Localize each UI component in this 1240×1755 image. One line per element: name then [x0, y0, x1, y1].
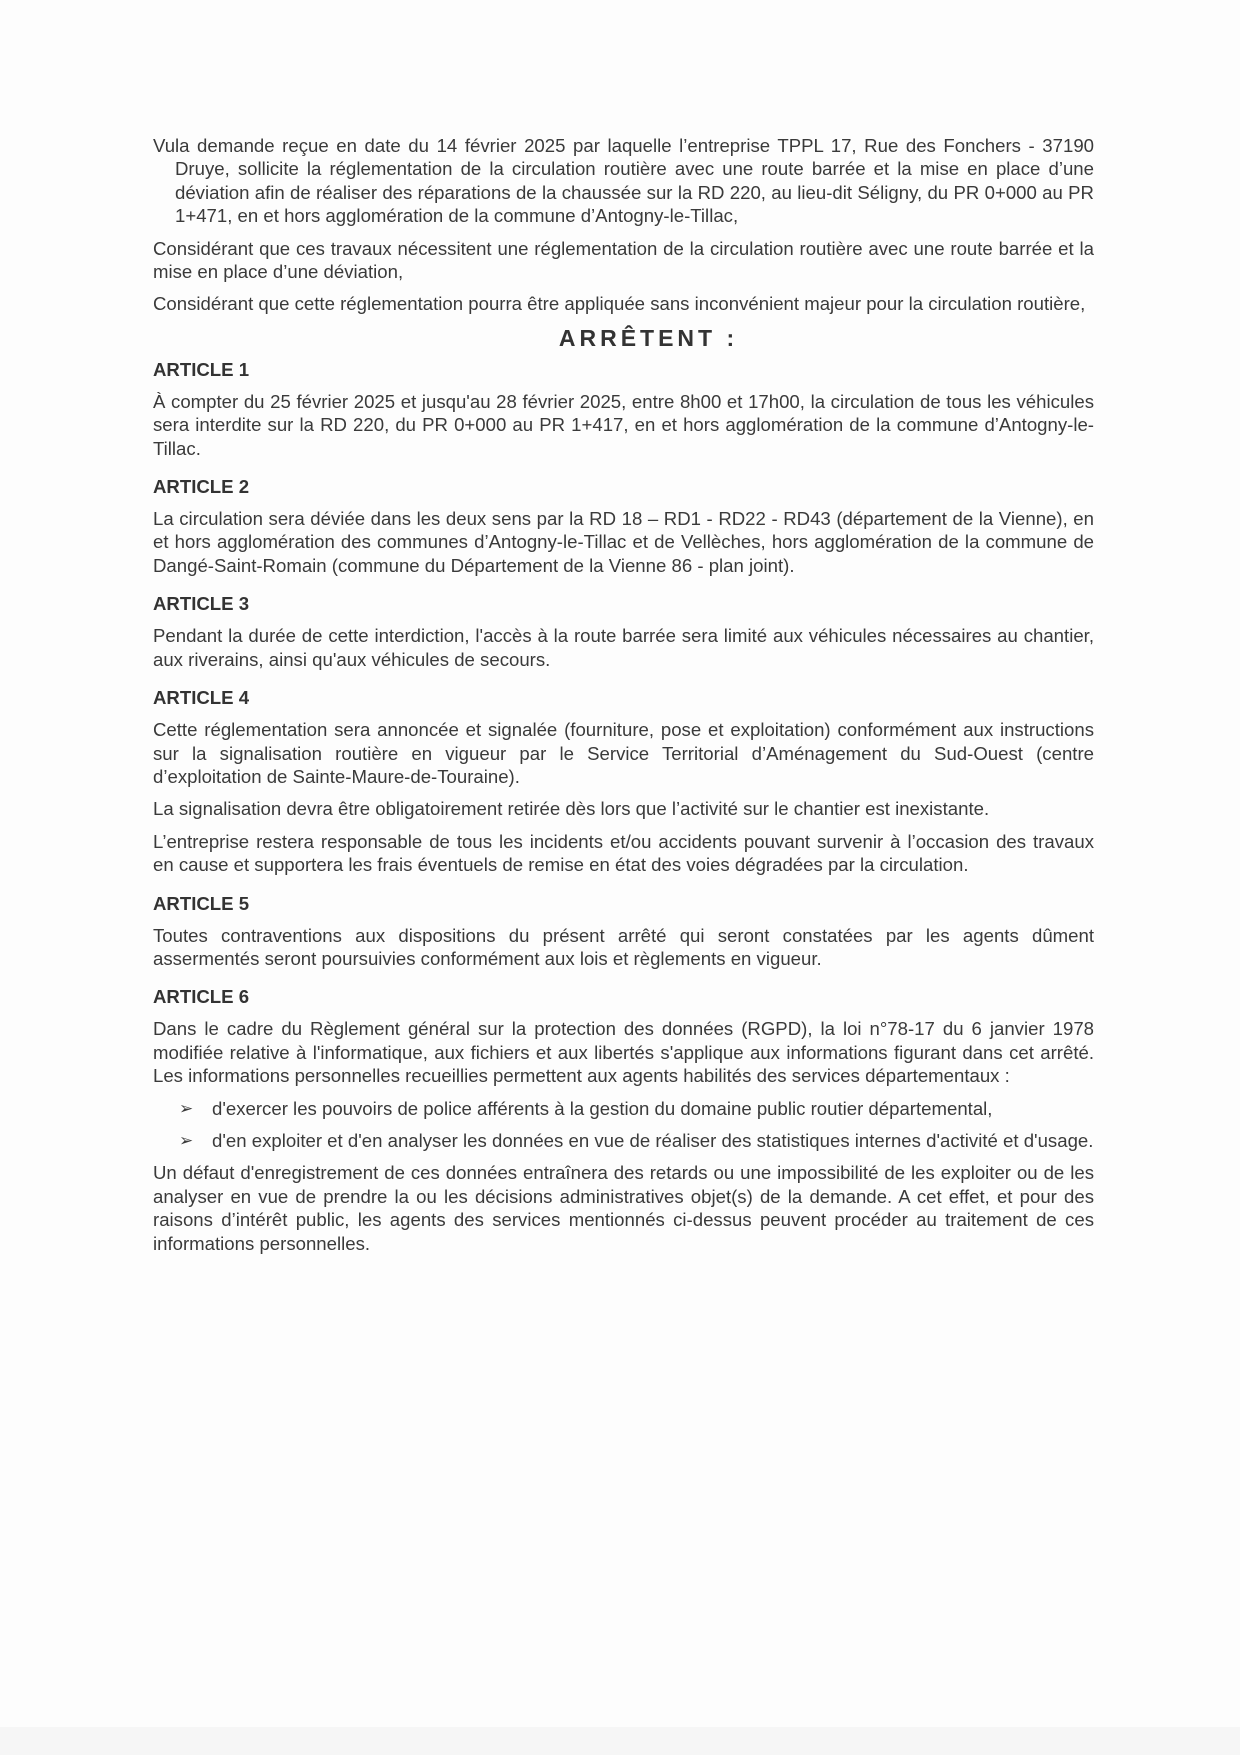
- article-1-heading: ARTICLE 1: [153, 358, 250, 380]
- vu-text: la demande reçue en date du 14 février 2025 par laquelle l’entreprise TPPL 17, Rue des Fonchers - 37190 Druye, sollicite la réglementation de la circulation routière avec une route barrée et la mise en place d’une déviation afin de réaliser des réparations de la chaussée sur la RD 220, au lieu-dit Séligny, du PR 0+000 au PR 1+471, en et hors agglomération de la commune d’Antogny-le-Tillac,: [175, 135, 1094, 227]
- arrow-bullet-icon: ➢: [179, 1098, 194, 1118]
- document-body: [153, 134, 1094, 1264]
- article-4-paragraph-3: L’entreprise restera responsable de tous les incidents et/ou accidents pouvant survenir à l’occasion des travaux en cause et supportera les frais éventuels de remise en état des voies dégradées par la circulation.: [153, 830, 1094, 876]
- article-3-heading: ARTICLE 3: [153, 593, 250, 615]
- arrow-bullet-icon: ➢: [179, 1130, 194, 1150]
- article-5-paragraph: Toutes contraventions aux dispositions du présent arrêté qui seront constatées par les agents dûment assermentés seront poursuivies conformément aux lois et règlements en vigueur.: [153, 924, 1094, 969]
- article-4-paragraph-2: La signalisation devra être obligatoirement retirée dès lors que l’activité sur le chantier est inexistante.: [153, 798, 990, 820]
- bullet-text-1: d'exercer les pouvoirs de police afférents à la gestion du domaine public routier départemental,: [212, 1097, 993, 1119]
- considerant-1: Considérant que ces travaux nécessitent une réglementation de la circulation routière avec une route barrée et la mise en place d’une déviation,: [153, 237, 1094, 283]
- list-item: [179, 1129, 1094, 1152]
- article-6-bullet-list: [153, 1097, 1094, 1153]
- article-3-paragraph: Pendant la durée de cette interdiction, l'accès à la route barrée sera limité aux véhicules nécessaires au chantier, aux riverains, ainsi qu'aux véhicules de secours.: [153, 625, 1094, 670]
- decree-title: ARRÊTENT :: [558, 324, 739, 351]
- preamble-vu: [153, 134, 1094, 228]
- bullet-text-2: d'en exploiter et d'en analyser les données en vue de réaliser des statistiques internes d'activité et d'usage.: [212, 1129, 1094, 1151]
- vu-label: Vu: [153, 135, 176, 156]
- article-4-heading: ARTICLE 4: [153, 687, 250, 709]
- article-6-heading: ARTICLE 6: [153, 986, 250, 1008]
- article-2-heading: ARTICLE 2: [153, 476, 250, 498]
- scan-bottom-edge: [0, 1727, 1240, 1755]
- article-6-paragraph: Dans le cadre du Règlement général sur la protection des données (RGPD), la loi n°78-17 du 6 janvier 1978 modifiée relative à l'informatique, aux fichiers et aux libertés s'applique aux informations figurant dans cet arrêté. Les informations personnelles recueillies permettent aux agents habilités des services départementaux :: [153, 1018, 1094, 1087]
- article-6-closing: Un défaut d'enregistrement de ces données entraînera des retards ou une impossibilité de les exploiter ou de les analyser en vue de prendre la ou les décisions administratives objet(s) de la demande. A cet effet, et pour des raisons d’intérêt public, les agents des services mentionnés ci-dessus peuvent procéder au traitement de ces informations personnelles.: [153, 1162, 1094, 1254]
- considerant-2: Considérant que cette réglementation pourra être appliquée sans inconvénient majeur pour la circulation routière,: [153, 293, 1086, 315]
- article-1-paragraph: À compter du 25 février 2025 et jusqu'au 28 février 2025, entre 8h00 et 17h00, la circulation de tous les véhicules sera interdite sur la RD 220, du PR 0+000 au PR 1+417, en et hors agglomération de la commune d’Antogny-le-Tillac.: [153, 390, 1094, 459]
- article-5-heading: ARTICLE 5: [153, 892, 250, 914]
- article-2-paragraph: La circulation sera déviée dans les deux sens par la RD 18 – RD1 - RD22 - RD43 (département de la Vienne), en et hors agglomération des communes d’Antogny-le-Tillac et de Vellèches, hors agglomération de la commune de Dangé-Saint-Romain (commune du Département de la Vienne 86 - plan joint).: [153, 508, 1094, 576]
- article-4-paragraph-1: Cette réglementation sera annoncée et signalée (fourniture, pose et exploitation) conformément aux instructions sur la signalisation routière en vigueur par le Service Territorial d’Aménagement du Sud-Ouest (centre d’exploitation de Sainte-Maure-de-Touraine).: [153, 719, 1094, 787]
- list-item: [179, 1097, 1094, 1120]
